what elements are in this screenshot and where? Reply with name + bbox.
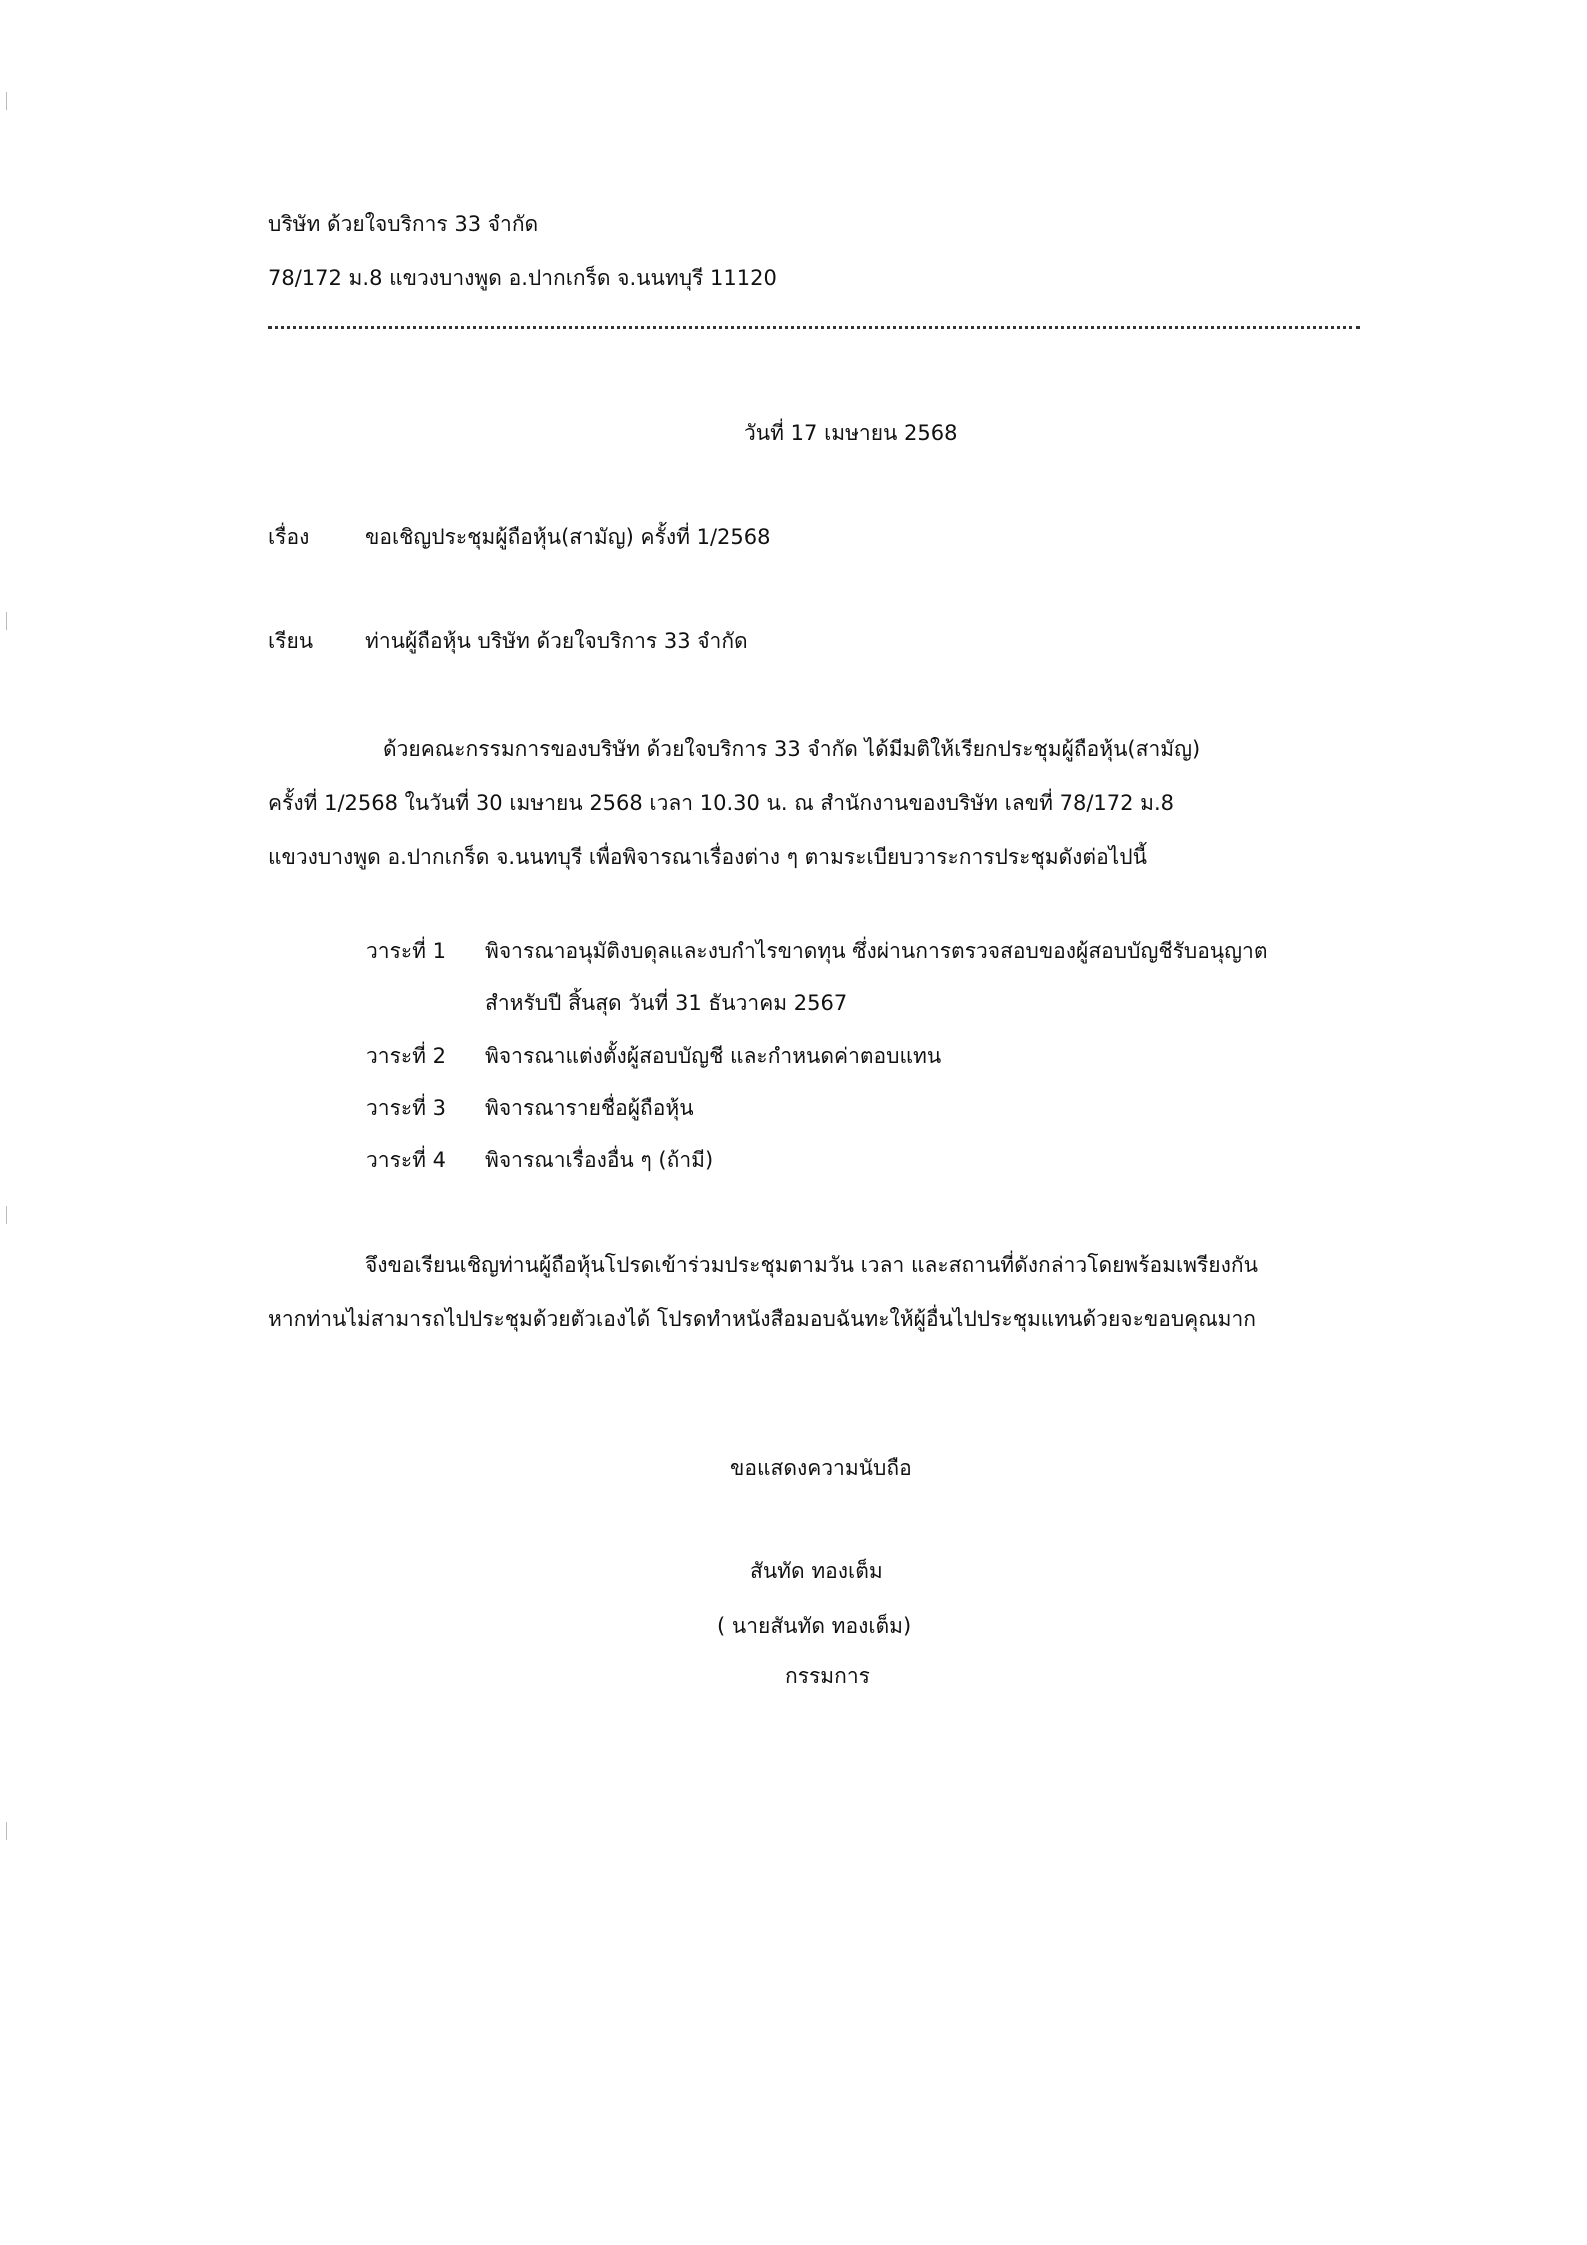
agenda-item-label: วาระที่ 1 <box>366 939 447 963</box>
closing-line: จึงขอเรียนเชิญท่านผู้ถือหุ้นโปรดเข้าร่วมประชุมตามวัน เวลา และสถานที่ดังกล่าวโดยพร้อมเพรียงกัน <box>365 1253 1258 1277</box>
agenda-item-label: วาระที่ 4 <box>366 1148 447 1172</box>
subject-text: ขอเชิญประชุมผู้ถือหุ้น(สามัญ) ครั้งที่ 1/2568 <box>365 525 771 549</box>
scan-edge-mark <box>6 1206 7 1224</box>
signatory-full-name: ( นายสันทัด ทองเต็ม) <box>717 1614 912 1638</box>
company-address: 78/172 ม.8 แขวงบางพูด อ.ปากเกร็ด จ.นนทบุรี 11120 <box>268 266 777 290</box>
scan-edge-mark <box>6 92 7 110</box>
signed-name: สันทัด ทองเต็ม <box>750 1559 883 1583</box>
company-name: บริษัท ด้วยใจบริการ 33 จำกัด <box>268 212 539 236</box>
recipient-label: เรียน <box>268 629 314 653</box>
subject-label: เรื่อง <box>268 525 310 549</box>
intro-paragraph <box>268 722 1378 884</box>
agenda-item-label: วาระที่ 3 <box>366 1096 447 1120</box>
intro-line: ครั้งที่ 1/2568 ในวันที่ 30 เมษายน 2568 เวลา 10.30 น. ณ สำนักงานของบริษัท เลขที่ 78/172 ม.8 <box>268 791 1175 815</box>
agenda-item-text: พิจารณารายชื่อผู้ถือหุ้น <box>485 1096 694 1120</box>
closing-paragraph <box>268 1238 1378 1346</box>
closing-line: หากท่านไม่สามารถไปประชุมด้วยตัวเองได้ โปรดทำหนังสือมอบฉันทะให้ผู้อื่นไปประชุมแทนด้วยจะขอบคุณมาก <box>268 1307 1257 1331</box>
agenda-item-continuation: สำหรับปี สิ้นสุด วันที่ 31 ธันวาคม 2567 <box>485 991 848 1015</box>
letter-date: วันที่ 17 เมษายน 2568 <box>744 421 958 445</box>
scan-edge-mark <box>6 612 7 630</box>
signatory-position: กรรมการ <box>785 1664 870 1688</box>
intro-line: แขวงบางพูด อ.ปากเกร็ด จ.นนทบุรี เพื่อพิจารณาเรื่องต่าง ๆ ตามระเบียบวาระการประชุมดังต่อไปนี้ <box>268 845 1147 869</box>
salutation: ขอแสดงความนับถือ <box>730 1456 912 1480</box>
intro-line: ด้วยคณะกรรมการของบริษัท ด้วยใจบริการ 33 จำกัด ได้มีมติให้เรียกประชุมผู้ถือหุ้น(สามัญ) <box>383 737 1201 761</box>
agenda-item-label: วาระที่ 2 <box>366 1044 447 1068</box>
scan-edge-mark <box>6 1822 7 1840</box>
letterhead-divider <box>268 326 1360 329</box>
agenda-item-text: พิจารณาเรื่องอื่น ๆ (ถ้ามี) <box>485 1148 714 1172</box>
agenda-item-text: พิจารณาอนุมัติงบดุลและงบกำไรขาดทุน ซึ่งผ่านการตรวจสอบของผู้สอบบัญชีรับอนุญาต <box>485 939 1268 963</box>
recipient-text: ท่านผู้ถือหุ้น บริษัท ด้วยใจบริการ 33 จำกัด <box>365 629 748 653</box>
agenda-item-text: พิจารณาแต่งตั้งผู้สอบบัญชี และกำหนดค่าตอบแทน <box>485 1044 942 1068</box>
